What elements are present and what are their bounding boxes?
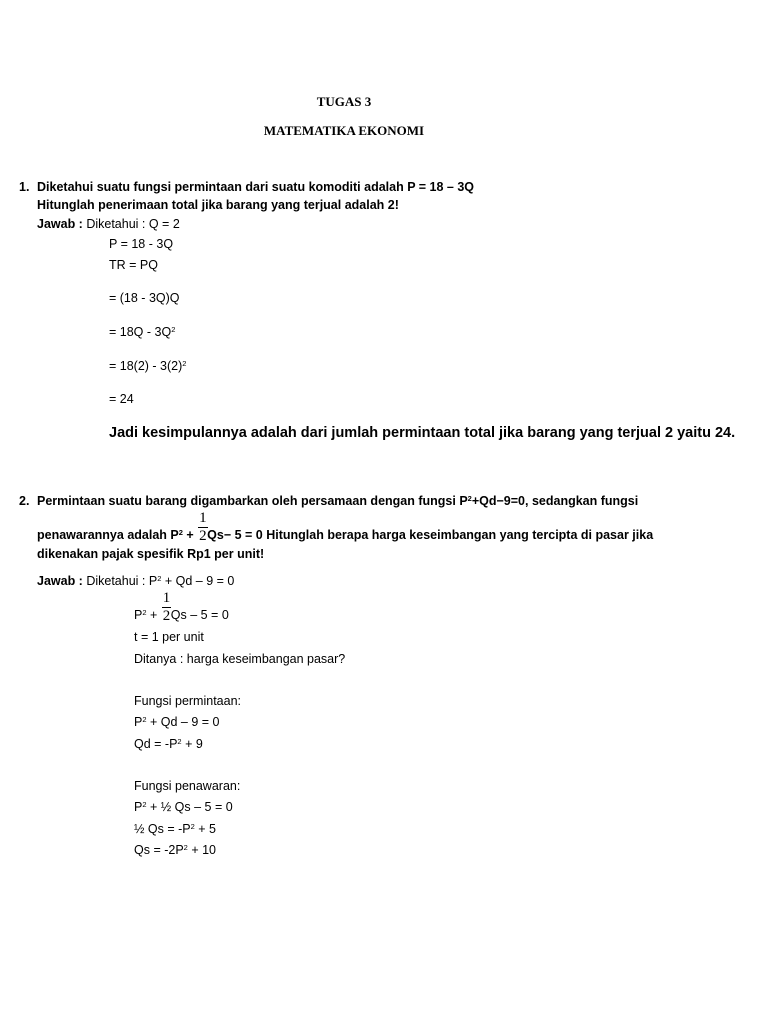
q2-line2-exponent: 2 (178, 527, 183, 537)
fraction-denominator: 2 (199, 527, 207, 544)
q2-demand-eq2-b: + 9 (181, 737, 203, 751)
q1-question-line1: Diketahui suatu fungsi permintaan dari suatu komoditi adalah P = 18 – 3Q (37, 180, 475, 194)
q1-step-2-base: = 18Q - 3Q (109, 325, 172, 339)
q2-demand-eq1-exponent: 2 (142, 714, 147, 724)
q2-line2-plus: + (182, 528, 198, 542)
q2-answer-given (37, 575, 234, 588)
q2-demand-eq2 (134, 738, 203, 751)
q1-step-1: = (18 - 3Q)Q (109, 291, 180, 305)
q2-demand-eq2-a: Qd = -P (134, 737, 178, 751)
q2-line1-text-b: +Qd−9=0, sedangkan fungsi (471, 494, 639, 508)
q2-demand-eq2-exponent: 2 (177, 736, 182, 746)
q1-jawab-label: Jawab : (37, 217, 83, 231)
q2-line2-text-c: Qs− 5 = 0 Hitunglah berapa harga keseimbangan yang tercipta di pasar jika (207, 528, 654, 542)
q1-conclusion: Jadi kesimpulannya adalah dari jumlah permintaan total jika barang yang terjual 2 yaitu 24. (109, 425, 736, 441)
q2-demand-eq1-a: P (134, 715, 143, 729)
q2-supply-eq2 (134, 823, 216, 836)
q2-supply-c: Qs – 5 = 0 (170, 608, 229, 622)
q2-supply-eq1-exponent: 2 (142, 799, 147, 809)
fraction-numerator: 1 (162, 589, 171, 606)
q2-given-b: + Qd – 9 = 0 (161, 574, 235, 588)
q2-demand-heading: Fungsi permintaan: (134, 694, 242, 708)
fraction-numerator: 1 (199, 509, 207, 526)
q2-supply-eq1-b: + ½ Qs – 5 = 0 (146, 800, 233, 814)
q1-step-2-exponent: 2 (171, 324, 176, 334)
q1-step-4: = 24 (109, 392, 134, 406)
q2-asked: Ditanya : harga keseimbangan pasar? (134, 652, 346, 666)
q2-supply-eq2-a: ½ Qs = -P (134, 822, 191, 836)
q2-supply-fraction (161, 589, 171, 624)
q1-step-3-exponent: 2 (182, 358, 187, 368)
q2-supply-eq2-exponent: 2 (190, 821, 195, 831)
q1-step-2 (109, 326, 175, 339)
q1-step-p: P = 18 - 3Q (109, 237, 174, 251)
q2-supply-eq3-exponent: 2 (183, 842, 188, 852)
q2-supply-eq3 (134, 844, 216, 857)
q1-step-tr: TR = PQ (109, 258, 158, 272)
document-title: TUGAS 3 (316, 94, 372, 109)
q1-answer-given (37, 218, 180, 231)
q2-question-line1 (37, 495, 638, 508)
q2-supply-a: P (134, 608, 143, 622)
q2-supply-eq3-a: Qs = -2P (134, 843, 184, 857)
fraction-denominator: 2 (162, 607, 171, 624)
q2-line2-text-a: penawarannya adalah P (37, 528, 179, 542)
q2-supply-eq2-b: + 5 (194, 822, 216, 836)
q2-supply-exponent: 2 (142, 607, 147, 617)
q2-demand-eq1 (134, 716, 219, 729)
q2-tax: t = 1 per unit (134, 630, 204, 644)
document-subtitle: MATEMATIKA EKONOMI (263, 123, 425, 138)
q2-demand-eq1-b: + Qd – 9 = 0 (146, 715, 220, 729)
q1-step-3-base: = 18(2) - 3(2) (109, 359, 183, 373)
q2-supply-eq1 (134, 801, 233, 814)
q2-jawab-label: Jawab : (37, 574, 83, 588)
q2-supply-heading: Fungsi penawaran: (134, 779, 241, 793)
q2-supply-equation (134, 589, 229, 624)
q2-line2-fraction (197, 509, 207, 544)
q2-number: 2. (19, 494, 30, 508)
q2-given-a: Diketahui : P (82, 574, 158, 588)
q2-supply-plus: + (146, 608, 161, 622)
q2-line1-text-a: Permintaan suatu barang digambarkan oleh persamaan dengan fungsi P (37, 494, 468, 508)
q1-question-line2: Hitunglah penerimaan total jika barang yang terjual adalah 2! (37, 198, 399, 212)
q1-number: 1. (19, 180, 30, 194)
q2-line1-exponent: 2 (467, 493, 472, 503)
q1-given: Diketahui : Q = 2 (82, 217, 180, 231)
q2-given-exponent: 2 (157, 573, 162, 583)
q2-question-line3: dikenakan pajak spesifik Rp1 per unit! (37, 547, 265, 561)
q2-question-line2 (37, 509, 654, 544)
q2-supply-eq3-b: + 10 (187, 843, 216, 857)
q2-supply-eq1-a: P (134, 800, 143, 814)
q1-step-3 (109, 360, 186, 373)
